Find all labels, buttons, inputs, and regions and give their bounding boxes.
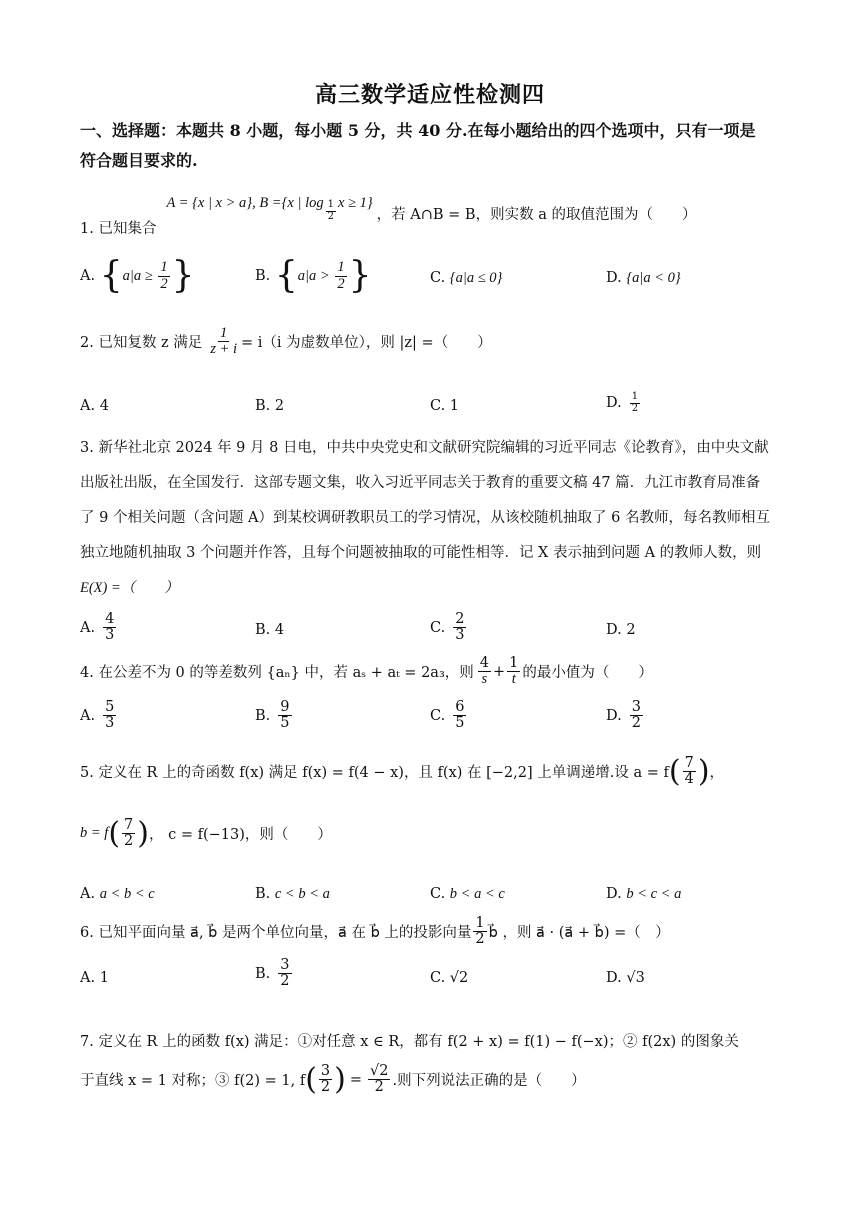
question-1 (80, 188, 696, 238)
q3-line-1: 3. 新华社北京 2024 年 9 月 8 日电，中共中央党史和文献研究院编辑的习近平同志《论教育》，由中央文献 (80, 440, 769, 456)
q1-option-c[interactable]: C. {a|a ≤ 0} (430, 270, 503, 286)
q1-option-d[interactable]: D. {a|a < 0} (606, 270, 681, 286)
q3-line-5: E(X) =（ ） (80, 580, 179, 596)
q6-option-c[interactable]: C. √2 (430, 970, 469, 986)
q1-option-a[interactable]: A. {a|a ≥ $\frac{1}{2}$ } (80, 255, 195, 296)
q2-option-c[interactable]: C. 1 (430, 398, 460, 414)
q7-line-2: 于直线 x = 1 对称；③ f(2) = 1, f ( $\frac{3}{2}$ ) = $\frac{√2}{2}$ .则下列说法正确的是（ ） (80, 1061, 586, 1097)
q6-option-a[interactable]: A. 1 (80, 970, 109, 986)
q3-line-2: 出版社出版，在全国发行．这部专题文集，收入习近平同志关于教育的重要文稿 47 篇．九江市教育局准备 (80, 475, 761, 491)
q4-option-c[interactable]: C. $\frac{6}{5}$ (430, 699, 465, 732)
q7-line-1: 7. 定义在 R 上的函数 f(x) 满足：①对任意 x ∈ R，都有 f(2 + x) = f(1) − f(−x)；② f(2x) 的图象关 (80, 1034, 739, 1050)
q1-set-b-tail: x ≥ 1} (337, 194, 373, 211)
question-6: 6. 已知平面向量 a⃗, b⃗ 是两个单位向量，a⃗ 在 b⃗ 上的投影向量 $\frac{1}{2}$ b⃗ ，则 a⃗ · (a⃗ + b⃗) =（ ） (80, 915, 670, 948)
q3-option-a[interactable]: A. $\frac{4}{3}$ (80, 611, 115, 644)
page-title: 高三数学适应性检测四 (314, 82, 545, 108)
q2-option-d[interactable]: D. $\frac{1}{2}$ (606, 391, 639, 414)
q5-option-b[interactable]: B. c < b < a (255, 886, 330, 902)
q5-line-2: b = f ( $\frac{7}{2}$ ) ， c = f(−13)，则（ ） (80, 815, 332, 851)
q1-set-b: {x | log (281, 194, 324, 211)
q3-option-b[interactable]: B. 4 (255, 622, 285, 638)
q3-line-3: 了 9 个相关问题（含问题 A）到某校调研教职员工的学习情况，从该校随机抽取了 6 名教师，每名教师相互 (80, 510, 770, 526)
section-heading-line2: 符合题目要求的. (80, 151, 198, 170)
q1-option-b[interactable]: B. {a|a > $\frac{1}{2}$ } (255, 255, 372, 296)
q6-option-b[interactable]: B. $\frac{3}{2}$ (255, 957, 290, 990)
q2-option-b[interactable]: B. 2 (255, 398, 285, 414)
q4-option-a[interactable]: A. $\frac{5}{3}$ (80, 699, 115, 732)
q1-log-base: $\frac{1}{2}$ (327, 199, 334, 222)
question-2: 2. 已知复数 z 满足 $\frac{1}{z + i}$ = i（i 为虚数单位），则 |z| =（ ） (80, 325, 492, 358)
q5-option-d[interactable]: D. b < c < a (606, 886, 682, 902)
q3-option-c[interactable]: C. $\frac{2}{3}$ (430, 611, 465, 644)
q4-option-b[interactable]: B. $\frac{9}{5}$ (255, 699, 290, 732)
q4-option-d[interactable]: D. $\frac{3}{2}$ (606, 699, 641, 732)
q2-option-a[interactable]: A. 4 (80, 398, 109, 414)
q1-prefix: 1. 已知集合 (80, 221, 157, 237)
section-heading-line1: 一、选择题：本题共 8 小题，每小题 5 分，共 40 分.在每小题给出的四个选项中，只有一项是 (80, 121, 756, 140)
q1-condition: ，若 A∩B = B，则实数 a 的取值范围为（ ） (376, 206, 697, 223)
q5-line-1: 5. 定义在 R 上的奇函数 f(x) 满足 f(x) = f(4 − x)，且 f(x) 在 [−2,2] 上单调递增.设 a = f ( $\frac{7}{4}$ ) ， (80, 753, 725, 789)
q3-option-d[interactable]: D. 2 (606, 622, 636, 638)
question-4: 4. 在公差不为 0 的等差数列 {aₙ} 中，若 aₛ + aₜ = 2a₃，则 $\frac{4}{s}$ + $\frac{1}{t}$ 的最小值为（ ） (80, 655, 653, 688)
q3-line-4: 独立地随机抽取 3 个问题并作答，且每个问题被抽取的可能性相等．记 X 表示抽到问题 A 的教师人数，则 (80, 545, 762, 561)
q6-option-d[interactable]: D. √3 (606, 970, 645, 986)
q5-option-c[interactable]: C. b < a < c (430, 886, 505, 902)
q5-option-a[interactable]: A. a < b < c (80, 886, 155, 902)
q1-set-a: A = {x | x > a}, B = (166, 194, 282, 211)
